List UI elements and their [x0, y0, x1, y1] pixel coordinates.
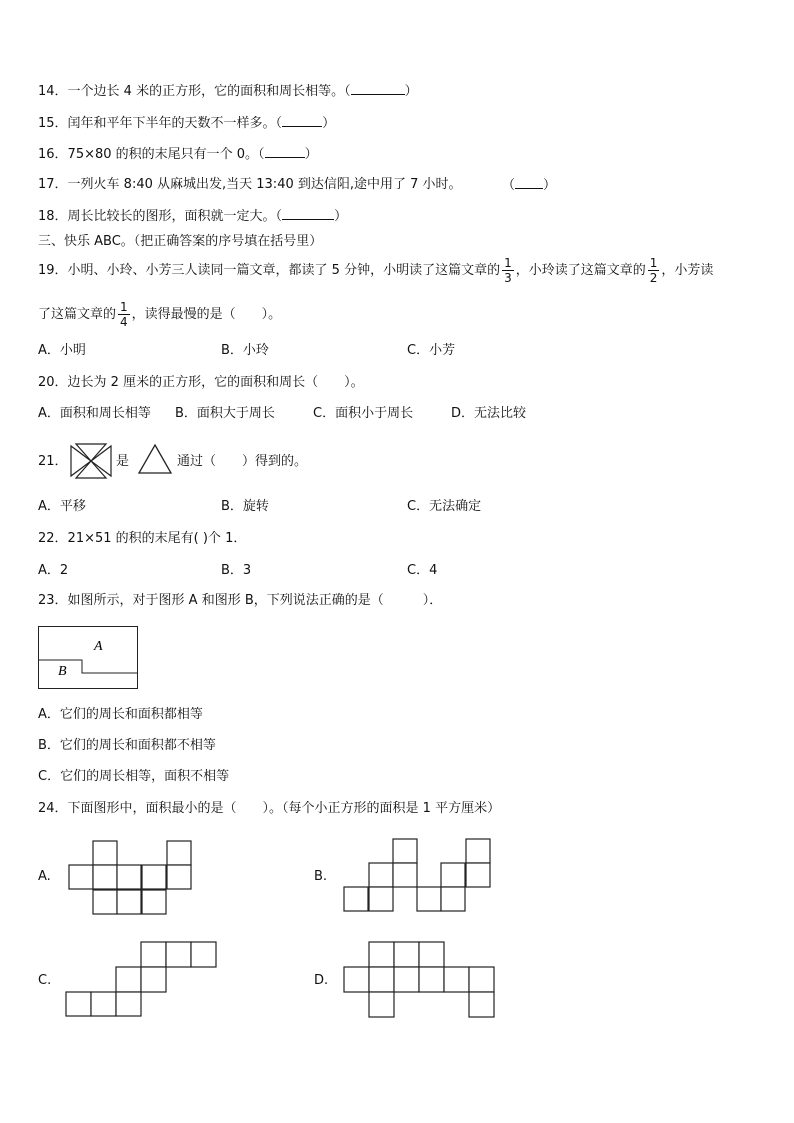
question-17-answer: （ ） [502, 178, 557, 193]
label-a: A [94, 639, 103, 654]
question-21-number: 21． [38, 454, 68, 469]
option-a[interactable]: A．它们的周长和面积都相等 [38, 707, 203, 722]
question-24 [38, 800, 500, 818]
option-c[interactable]: C．4 [407, 563, 438, 578]
grid-figure-b [340, 838, 496, 916]
answer-blank[interactable] [515, 176, 543, 189]
question-text: 下面图形中，面积最小的是（ ）。（每个小正方形的面积是 1 平方厘米） [67, 801, 501, 816]
grid-figure-c [62, 940, 222, 1018]
answer-blank[interactable] [265, 145, 305, 158]
option-d-label[interactable]: D. [314, 973, 329, 988]
question-19-continued: 了这篇文章的 $\frac{1}{4}$ ，读得最慢的是（ ）。 [38, 300, 282, 329]
question-number: 16． [38, 147, 68, 162]
question-number: 15． [38, 116, 68, 131]
fraction-one-half: $\frac{1}{2}$ [649, 256, 658, 285]
question-number: 20． [38, 375, 68, 390]
option-b[interactable]: B．它们的周长和面积都不相等 [38, 738, 216, 753]
question-16: 16．75×80 的积的末尾只有一个 0。（ ） [38, 147, 318, 162]
question-number: 24． [38, 801, 68, 816]
answer-blank[interactable] [351, 82, 405, 95]
section-heading: 三、快乐 ABC。（把正确答案的序号填在括号里） [38, 234, 323, 249]
question-number: 19． [38, 263, 68, 278]
option-a[interactable]: A．面积和周长相等 [38, 406, 151, 421]
question-number: 22． [38, 531, 68, 546]
option-c-label[interactable]: C. [38, 973, 52, 988]
label-b: B [58, 664, 67, 679]
question-number: 18． [38, 209, 68, 224]
question-18: 18．周长比较长的图形，面积就一定大。（ ） [38, 209, 348, 224]
fraction-one-third: $\frac{1}{3}$ [504, 256, 512, 285]
fraction-one-quarter: $\frac{1}{4}$ [120, 300, 128, 329]
option-b[interactable]: B．3 [221, 563, 252, 578]
question-text: 一列火车 8:40 从麻城出发,当天 13:40 到达信阳,途中用了 7 小时。 [67, 177, 462, 192]
question-19: 19．小明、小玲、小芳三人读同一篇文章，都读了 5 分钟，小明读了这篇文章的 $\frac{1}{3}$ ，小玲读了这篇文章的 $\frac{1}{2}$ ，小芳读 [38, 256, 714, 285]
option-b[interactable]: B．小玲 [221, 343, 269, 358]
option-c[interactable]: C．小芳 [407, 343, 456, 358]
question-21-text-b: 通过（ ）得到的。 [177, 454, 308, 469]
question-number: 14． [38, 84, 68, 99]
question-17 [38, 176, 462, 194]
question-text: 边长为 2 厘米的正方形，它的面积和周长（ ）。 [67, 375, 364, 390]
question-text: 一个边长 4 米的正方形，它的面积和周长相等。（ [67, 84, 351, 99]
question-number: 23． [38, 593, 68, 608]
option-a[interactable]: A．2 [38, 563, 69, 578]
question-text: 如图所示，对于图形 A 和图形 B，下列说法正确的是（ ）． [67, 593, 443, 608]
question-21-text-a: 是 [116, 454, 130, 469]
shapes-a-b-figure [38, 626, 138, 690]
question-text: 周长比较长的图形，面积就一定大。（ [67, 209, 283, 224]
question-15: 15．闰年和平年下半年的天数不一样多。（ ） [38, 116, 336, 131]
option-a-label[interactable]: A. [38, 869, 51, 884]
option-b[interactable]: B．旋转 [221, 499, 269, 514]
triangle-figure [137, 443, 173, 475]
grid-figure-a [66, 840, 196, 916]
grid-figure-d [340, 940, 498, 1020]
pinwheel-figure [68, 443, 114, 479]
question-text: 75×80 的积的末尾只有一个 0。（ [67, 147, 265, 162]
question-14: 14．一个边长 4 米的正方形，它的面积和周长相等。（ ） [38, 84, 418, 99]
option-c[interactable]: C．无法确定 [407, 499, 482, 514]
option-c[interactable]: C．它们的周长相等，面积不相等 [38, 769, 230, 784]
answer-blank[interactable] [282, 114, 322, 127]
question-20 [38, 374, 364, 392]
option-a[interactable]: A．平移 [38, 499, 86, 514]
option-a[interactable]: A．小明 [38, 343, 86, 358]
question-22 [38, 530, 246, 548]
question-number: 17． [38, 177, 68, 192]
option-b-label[interactable]: B. [314, 869, 328, 884]
option-b[interactable]: B．面积大于周长 [175, 406, 275, 421]
option-d[interactable]: D．无法比较 [451, 406, 527, 421]
answer-blank[interactable] [282, 207, 334, 220]
question-23 [38, 592, 442, 610]
question-text: 21×51 的积的末尾有( )个 1． [67, 531, 247, 546]
option-c[interactable]: C．面积小于周长 [313, 406, 414, 421]
question-text: 闰年和平年下半年的天数不一样多。（ [67, 116, 283, 131]
